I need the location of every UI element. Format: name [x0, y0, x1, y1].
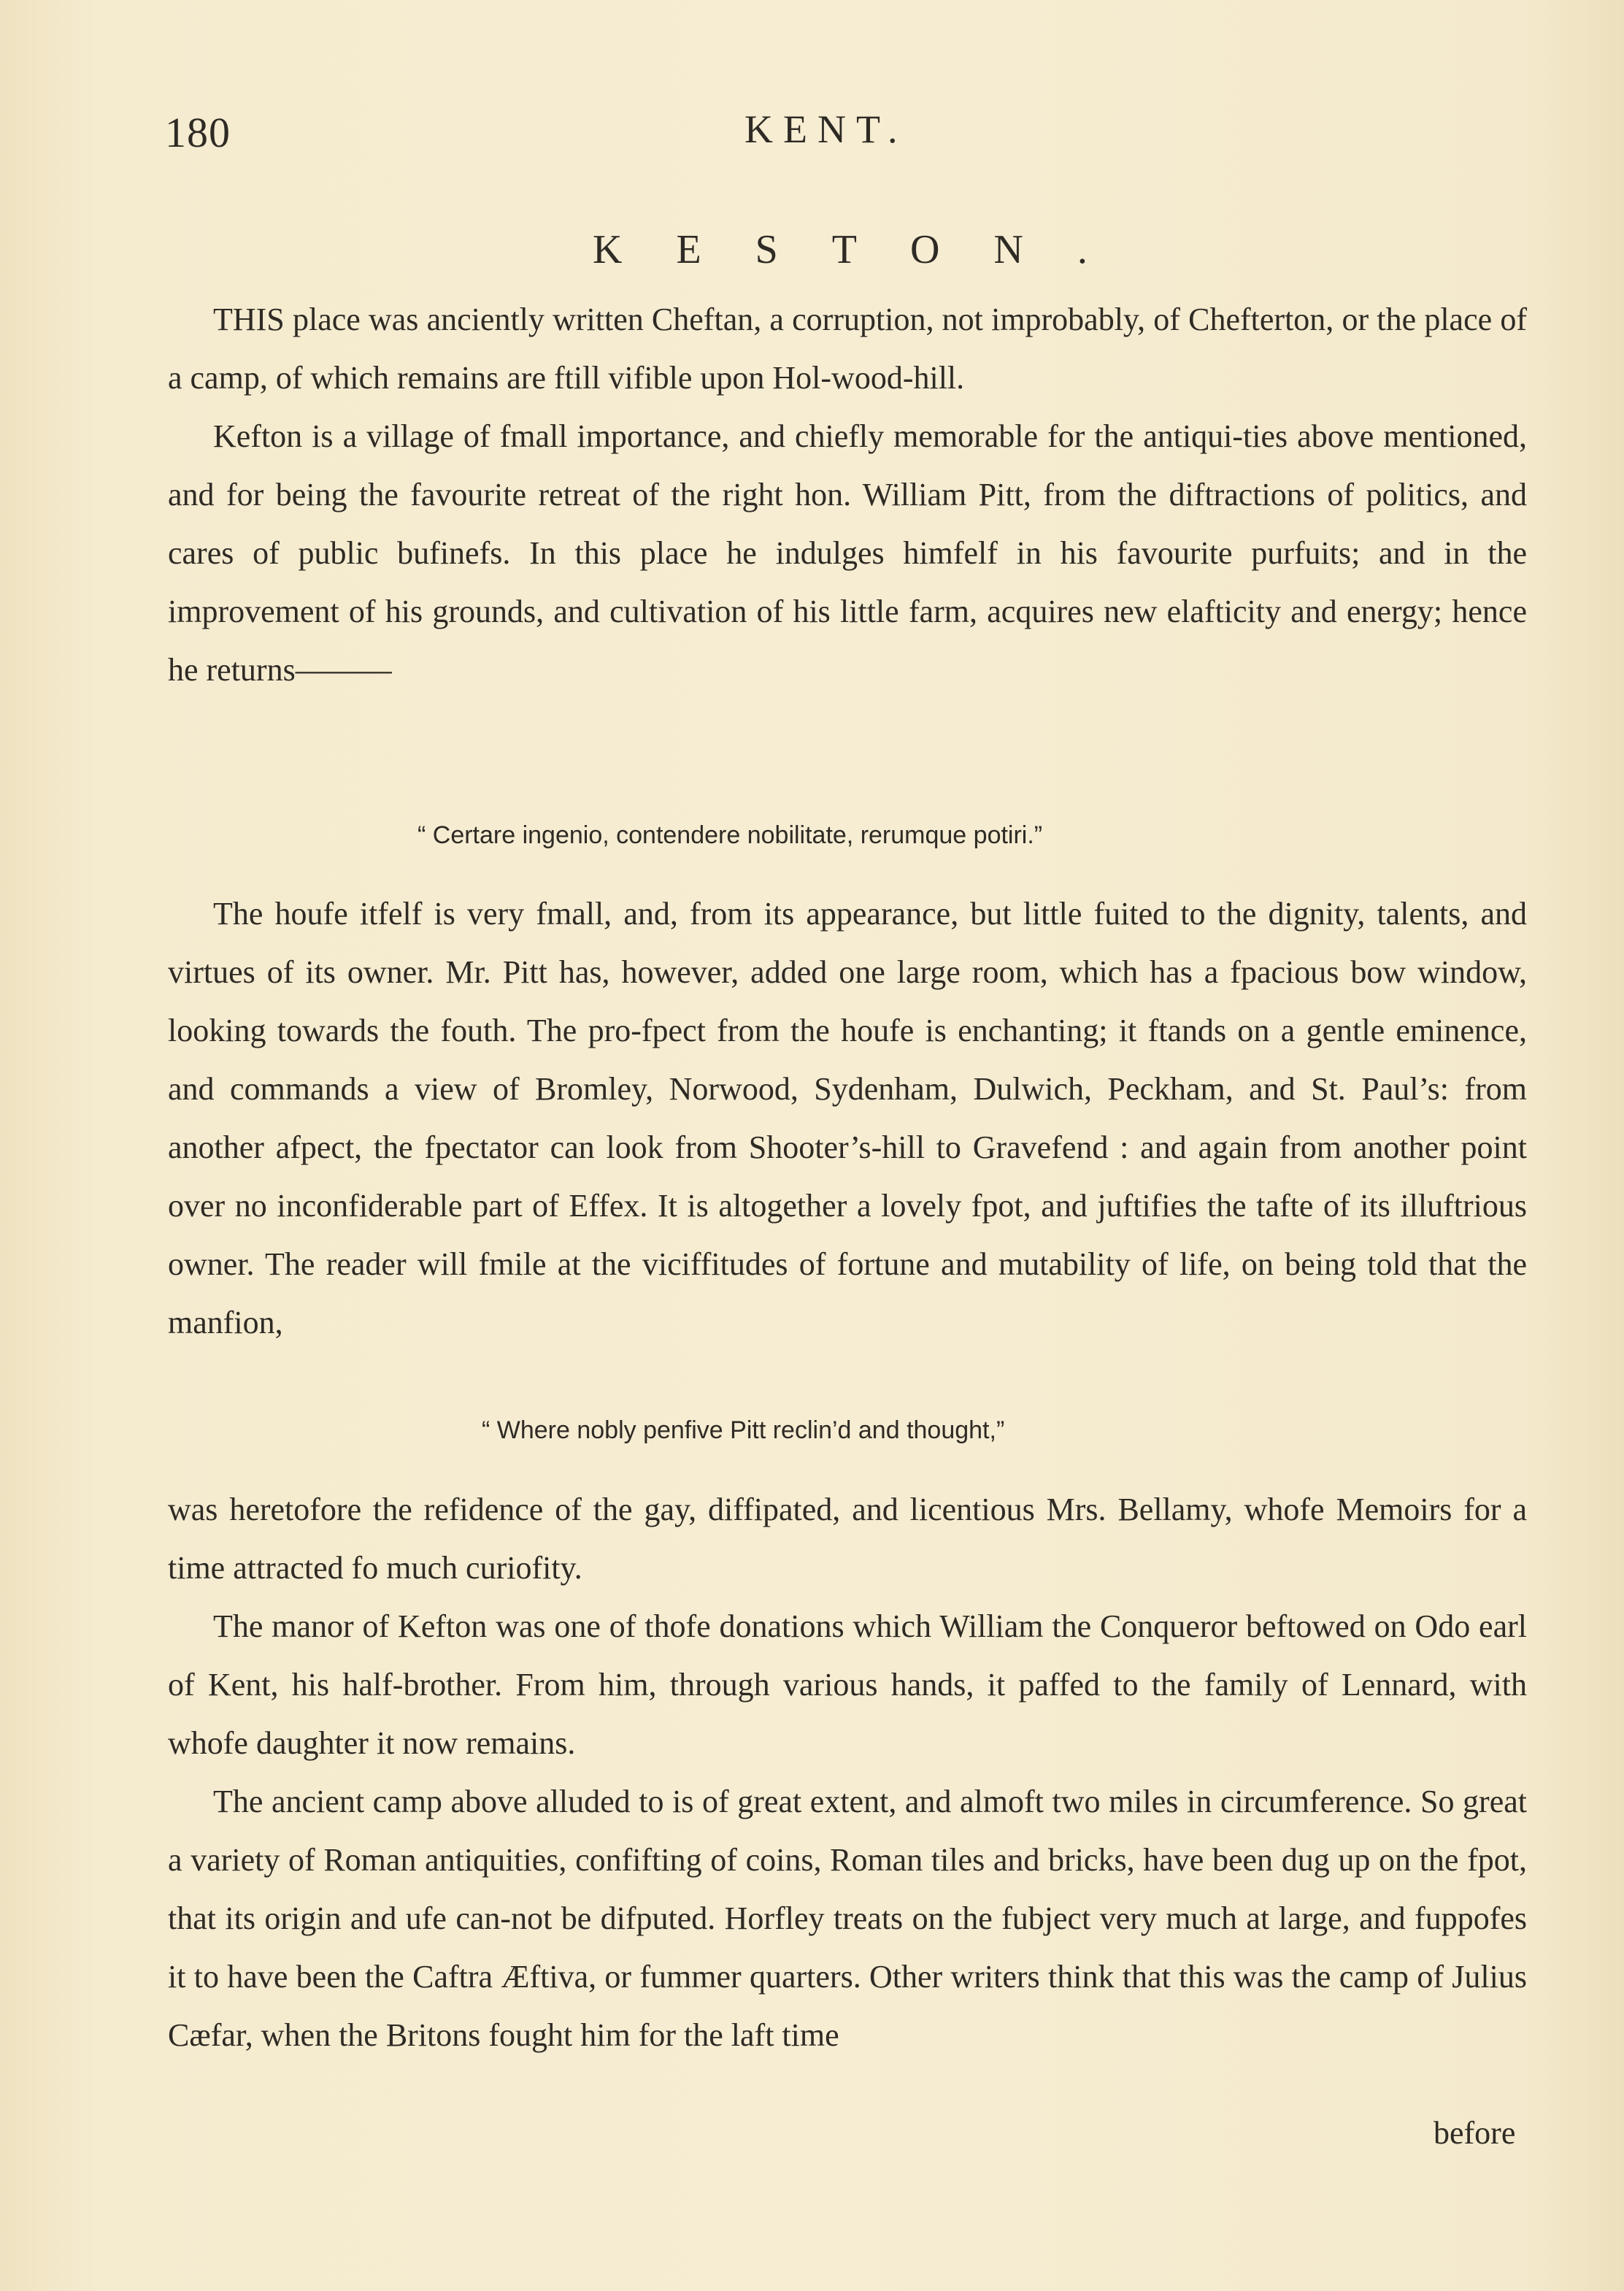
text-block-house — [168, 885, 1527, 1352]
paragraph-house: The houfe itfelf is very fmall, and, from its appearance, but little fuited to the dignity, talents, and virtues of its owner. Mr. Pitt has, however, added one large room, which has a fpacious bow window, looking towards the fouth. The pro-fpect from the houfe is enchanting; it ftands on a gentle eminence, and commands a view of Bromley, Norwood, Sydenham, Dulwich, Peckham, and St. Paul’s: from another afpect, the fpectator can look from Shooter’s-hill to Gravefend : and again from another point over no inconfiderable part of Effex. It is altogether a lovely fpot, and juftifies the tafte of its illuftrious owner. The reader will fmile at the viciffitudes of fortune and mutability of life, on being told that the manfion, — [168, 896, 1527, 1340]
latin-quotation: “ Certare ingenio, contendere nobilitate, rerumque potiri.” — [417, 821, 1043, 849]
page-number: 180 — [165, 109, 231, 156]
paragraph-residence: was heretofore the refidence of the gay, diffipated, and licentious Mrs. Bellamy, whofe Memoirs for a time attracted fo much curiofity. — [168, 1492, 1527, 1586]
paragraph-origin: THIS place was anciently written Cheftan, a corruption, not improbably, of Chefterton, or the place of a camp, of which remains are ftill vifible upon Hol-wood-hill. — [168, 302, 1527, 396]
text-block-history — [168, 1481, 1527, 2065]
running-head: KENT. — [744, 107, 908, 151]
paragraph-manor: The manor of Kefton was one of thofe donations which William the Conqueror beftowed on Odo earl of Kent, his half-brother. From him, through various hands, it paffed to the family of Lennard, with whofe daughter it now remains. — [168, 1608, 1527, 1761]
paragraph-village: Kefton is a village of fmall importance, and chiefly memorable for the antiqui-ties above mentioned, and for being the favourite retreat of the right hon. William Pitt, from the diftractions of politics, and cares of public bufinefs. In this place he indulges himfelf in his favourite purfuits; and in the improvement of his grounds, and cultivation of his little farm, acquires new elafticity and energy; hence he returns——— — [168, 418, 1527, 688]
section-title: KESTON. — [593, 227, 1142, 272]
verse-quotation: “ Where nobly penfive Pitt reclin’d and thought,” — [482, 1416, 1005, 1444]
text-block-intro — [168, 291, 1527, 699]
paragraph-camp: The ancient camp above alluded to is of great extent, and almoft two miles in circumference. So great a variety of Roman antiquities, confifting of coins, Roman tiles and bricks, have been dug up on the fpot, that its origin and ufe can-not be difputed. Horfley treats on the fubject very much at large, and fuppofes it to have been the Caftra Æftiva, or fummer quarters. Other writers think that this was the camp of Julius Cæfar, when the Britons fought him for the laft time — [168, 1784, 1527, 2053]
catchword: before — [1433, 2115, 1516, 2151]
